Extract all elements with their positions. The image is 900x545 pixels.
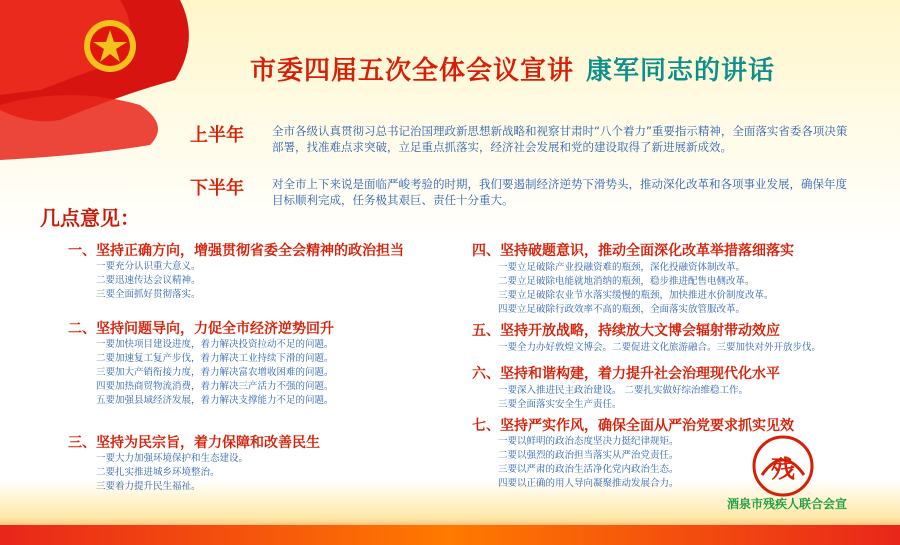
page-title <box>250 50 775 87</box>
section-6-title: 六、坚持和谐构建，着力提升社会治理现代化水平 <box>472 366 780 382</box>
disability-federation-logo-icon <box>752 435 814 497</box>
section-3-title: 三、坚持为民宗旨，着力保障和改善民生 <box>68 435 320 451</box>
list-item: 一要以鲜明的政治态度坚决力挺纪律规矩。 <box>498 436 679 447</box>
opinions-heading: 几点意见： <box>40 206 140 230</box>
list-item: 三要着力提升民生福祉。 <box>96 481 201 492</box>
section-7-title: 七、坚持严实作风，确保全面从严治党要求抓实见效 <box>472 418 794 434</box>
section-2-title: 二、坚持问题导向，力促全市经济逆势回升 <box>68 321 334 337</box>
first-half-label: 上半年 <box>190 125 244 146</box>
list-item: 四要加热商贸物流消费，着力解决三产活力不强的问题。 <box>96 381 334 392</box>
list-item: 一要全力办好敦煌文博会。二要促进文化旅游融合。三要加快对外开放步伐。 <box>498 342 822 353</box>
list-item: 三要立足破除农业节水落实缓慢的瓶颈，加快推进水价制度改革。 <box>498 290 774 301</box>
list-item: 五要加强县域经济发展，着力解决支撑能力不足的问题。 <box>96 395 334 406</box>
bottom-decorative-band <box>0 525 900 545</box>
section-7-items <box>498 435 679 491</box>
list-item: 一要大力加强环境保护和生态建设。 <box>96 453 249 464</box>
list-item: 二要扎实推进城乡环境整治。 <box>96 467 220 478</box>
second-half-label: 下半年 <box>190 178 244 199</box>
list-item: 二要迅速传达会议精神。 <box>96 275 201 286</box>
organization-name: 酒泉市残疾人联合会宣 <box>727 497 848 511</box>
section-6-items <box>498 384 748 412</box>
list-item: 二要立足破除电能就地消纳的瓶颈，稳步推进配售电侧改革。 <box>498 276 755 287</box>
list-item: 一要立足破除产业投融资难的瓶颈，深化投融资体制改革。 <box>498 262 746 273</box>
list-item: 四要以正确的用人导向凝聚推动发展合力。 <box>498 478 679 489</box>
list-item: 四要立足破除行政效率不高的瓶颈，全面落实放管服改革。 <box>498 304 746 315</box>
section-3-items <box>96 452 248 494</box>
list-item: 一要深入推进民主政治建设。 二要扎实做好综治维稳工作。 <box>498 385 749 396</box>
list-item: 二要以强烈的政治担当落实从严治党责任。 <box>498 450 679 461</box>
section-1-title: 一、坚持正确方向，增强贯彻省委全会精神的政治担当 <box>68 243 404 259</box>
section-5-title: 五、坚持开放战略，持续放大文博会辐射带动效应 <box>472 323 780 339</box>
section-5-items <box>498 341 821 355</box>
list-item: 二要加速复工复产步伐，着力解决工业持续下滑的问题。 <box>96 353 334 364</box>
title-main: 市委四届五次全体会议宣讲 <box>250 56 575 86</box>
list-item: 三要加大产销衔接力度，着力解决富农增收困难的问题。 <box>96 367 334 378</box>
star-emblem-icon <box>82 18 138 74</box>
list-item: 一要充分认识重大意义。 <box>96 261 201 272</box>
title-sub: 康军同志的讲话 <box>586 56 776 86</box>
first-half-text: 全市各级认真贯彻习总书记治国理政新思想新战略和视察甘肃时“八个着力”重要指示精神，全面落实省委各项决策部署，找准难点求突破，立足重点抓落实，经济社会发展和党的建设取得了新进展新成效。 <box>272 124 848 154</box>
section-4-title: 四、坚持破题意识，推动全面深化改革举措落细落实 <box>472 243 794 259</box>
section-1-items <box>96 260 201 302</box>
list-item: 三要全面抓好贯彻落实。 <box>96 289 201 300</box>
logo-symbol: 残 <box>771 455 795 483</box>
red-flag-lower-decoration <box>0 85 200 165</box>
second-half-text: 对全市上下来说是面临严峻考验的时期，我们要遏制经济逆势下滑势头，推动深化改革和各项事业发展，确保年度目标顺利完成，任务极其艰巨、责任十分重大。 <box>272 177 847 207</box>
section-2-items <box>96 338 334 408</box>
list-item: 三要以严肃的政治生活净化党内政治生态。 <box>498 464 679 475</box>
list-item: 三要全面落实安全生产责任。 <box>498 399 622 410</box>
section-4-items <box>498 261 774 317</box>
list-item: 一要加快项目建设进度，着力解决投资拉动不足的问题。 <box>96 339 334 350</box>
